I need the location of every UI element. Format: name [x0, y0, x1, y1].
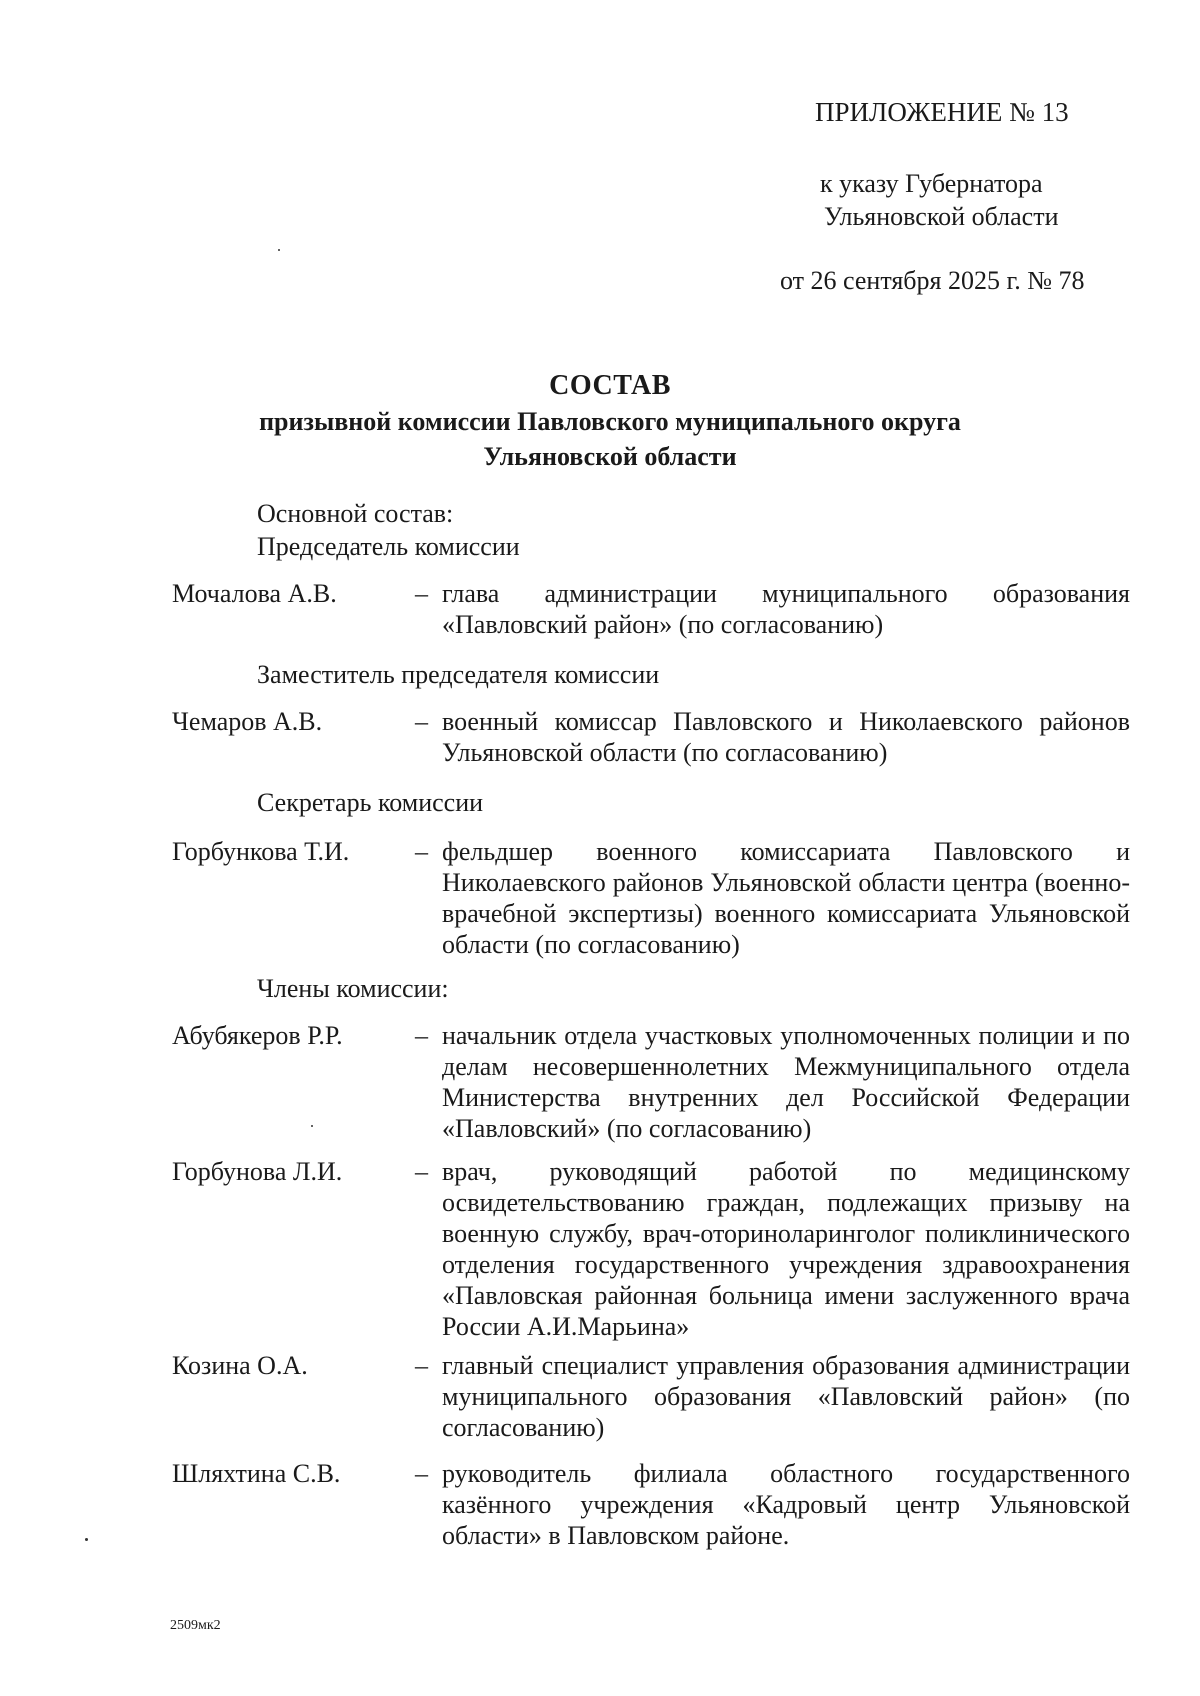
- member-name: Горбунова Л.И.: [172, 1157, 343, 1186]
- scan-speck: [311, 1125, 313, 1127]
- member-name: Чемаров А.В.: [172, 707, 323, 736]
- member-dash: –: [415, 1351, 428, 1380]
- appendix-number: ПРИЛОЖЕНИЕ № 13: [815, 97, 1069, 127]
- member-dash: –: [415, 707, 428, 736]
- section-main-composition: Основной состав:: [257, 499, 454, 528]
- member-dash: –: [415, 1157, 428, 1186]
- member-dash: –: [415, 1459, 428, 1488]
- member-name: Горбункова Т.И.: [172, 837, 350, 866]
- member-dash: –: [415, 837, 428, 866]
- member-position: глава администрации муниципального образования «Павловский район» (по согласованию): [442, 579, 1130, 639]
- document-title: [180, 368, 1040, 474]
- member-name: Козина О.А.: [172, 1351, 308, 1380]
- member-dash: –: [415, 579, 428, 608]
- section-members: Члены комиссии:: [257, 974, 449, 1003]
- member-position: врач, руководящий работой по медицинскому освидетельствованию граждан, подлежащих призыву на военную службу, врач-оториноларинголог поликлинического отделения государственного учреждения здравоохранения «Павловская районная больница имени заслуженного врача России А.И.Марьина»: [442, 1157, 1130, 1341]
- scan-speck: [278, 249, 280, 251]
- member-name: Абубякеров Р.Р.: [172, 1021, 343, 1050]
- decree-region: Ульяновской области: [824, 202, 1059, 231]
- section-deputy: Заместитель председателя комиссии: [257, 660, 660, 689]
- member-dash: –: [415, 1021, 428, 1050]
- title-main: СОСТАВ: [549, 370, 671, 401]
- member-position: начальник отдела участковых уполномоченных полиции и по делам несовершеннолетних Межмуниципального отдела Министерства внутренних дел Российской Федерации «Павловский» (по согласованию): [442, 1021, 1130, 1143]
- document-code: 2509мк2: [170, 1618, 221, 1633]
- member-position: главный специалист управления образования администрации муниципального образования «Павловский район» (по согласованию): [442, 1351, 1130, 1442]
- section-chairman: Председатель комиссии: [257, 532, 520, 561]
- section-secretary: Секретарь комиссии: [257, 788, 484, 817]
- decree-date: от 26 сентября 2025 г. № 78: [780, 266, 1085, 295]
- decree-reference: к указу Губернатора: [820, 169, 1043, 198]
- title-line-1: призывной комиссии Павловского муниципального округа: [259, 407, 961, 436]
- member-name: Мочалова А.В.: [172, 579, 337, 608]
- member-position: фельдшер военного комиссариата Павловского и Николаевского районов Ульяновской области центра (военно-врачебной экспертизы) военного комиссариата Ульяновской области (по согласованию): [442, 837, 1130, 959]
- scan-speck: [85, 1538, 88, 1541]
- title-line-2: Ульяновской области: [483, 442, 737, 471]
- member-position: военный комиссар Павловского и Николаевского районов Ульяновской области (по согласованию): [442, 707, 1130, 767]
- member-name: Шляхтина С.В.: [172, 1459, 341, 1488]
- member-position: руководитель филиала областного государственного казённого учреждения «Кадровый центр Ульяновской области» в Павловском районе.: [442, 1459, 1130, 1550]
